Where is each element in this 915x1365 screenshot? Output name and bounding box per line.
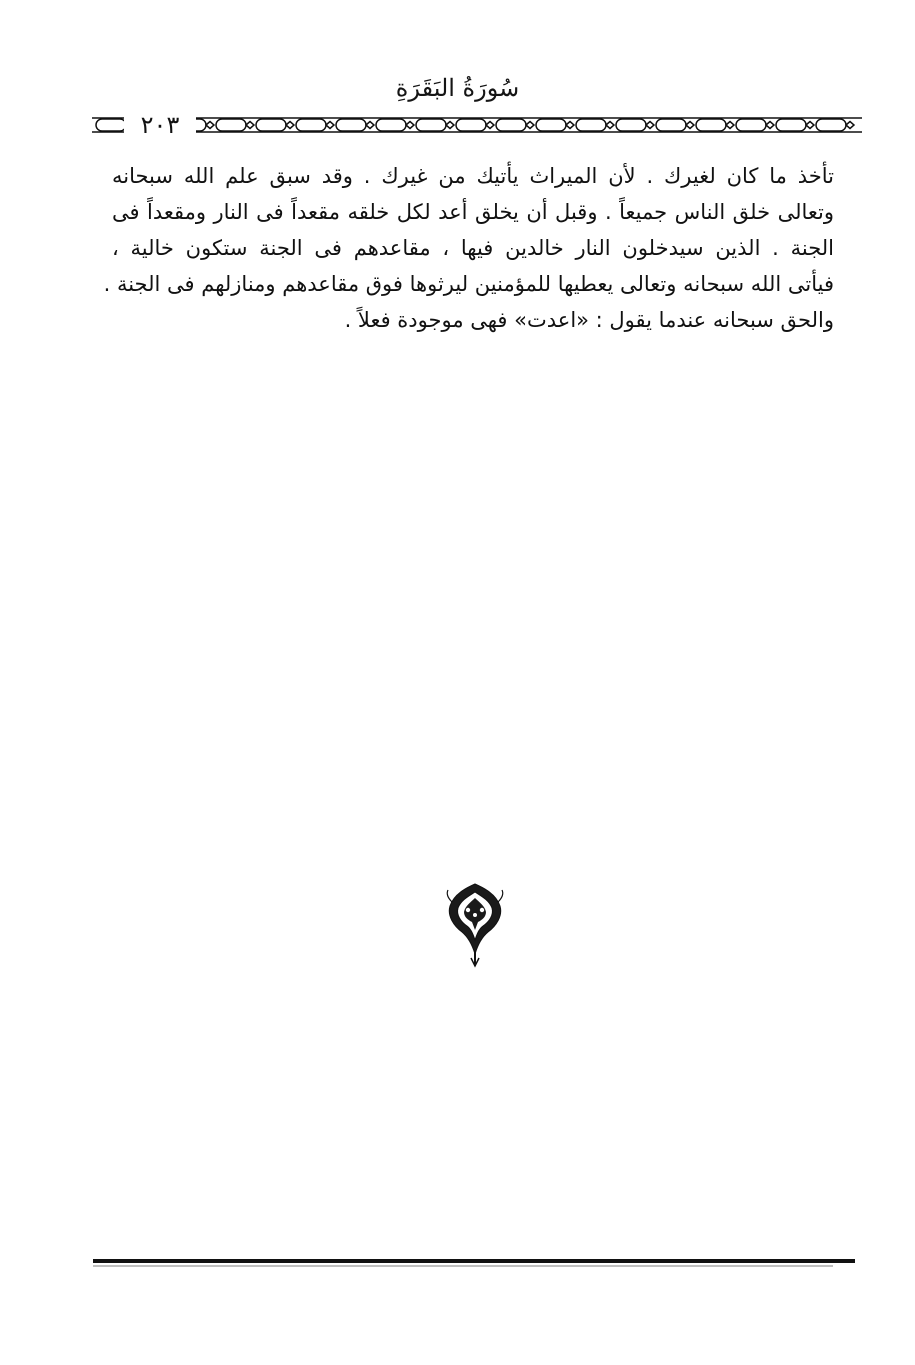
chain-diamond <box>726 122 734 129</box>
chain-diamond <box>406 122 414 129</box>
header-border-band <box>92 112 862 138</box>
chain-link <box>776 119 806 131</box>
chain-diamond <box>486 122 494 129</box>
body-line: والحق سبحانه عندما يقول : «اعدت» فهى موجودة فعلاً . <box>344 308 834 332</box>
body-line: تأخذ ما كان لغيرك . لأن الميراث يأتيك من غيرك . وقد سبق علم الله سبحانه <box>112 164 834 188</box>
chain-diamond <box>366 122 374 129</box>
body-line: الجنة . الذين سيدخلون النار خالدين فيها ، مقاعدهم فى الجنة ستكون خالية ، <box>112 236 834 260</box>
chain-link <box>576 119 606 131</box>
chain-link <box>656 119 686 131</box>
chain-diamond <box>326 122 334 129</box>
surah-title: سُورَةُ البَقَرَةِ <box>395 74 520 102</box>
chain-diamond <box>246 122 254 129</box>
chain-diamond <box>846 122 854 129</box>
chain-diamond <box>566 122 574 129</box>
chain-diamond <box>646 122 654 129</box>
chain-link <box>296 119 326 131</box>
body-line: فيأتى الله سبحانه وتعالى يعطيها للمؤمنين ليرثوها فوق مقاعدهم ومنازلهم فى الجنة . <box>103 272 834 296</box>
chain-link <box>216 119 246 131</box>
chain-diamond <box>606 122 614 129</box>
chain-diamond <box>286 122 294 129</box>
footer-rule <box>93 1256 858 1270</box>
chain-link <box>536 119 566 131</box>
page-number: ٢٠٣ <box>124 108 196 142</box>
chain-diamond <box>526 122 534 129</box>
body-text <box>103 158 834 338</box>
chain-link <box>256 119 286 131</box>
chain-diamond <box>766 122 774 129</box>
chain-link <box>96 119 126 131</box>
chain-link <box>736 119 766 131</box>
body-line: وتعالى خلق الناس جميعاً . وقبل أن يخلق أعد لكل خلقه مقعداً فى النار ومقعداً فى <box>112 200 834 224</box>
chain-link <box>496 119 526 131</box>
chain-link <box>336 119 366 131</box>
chain-link <box>696 119 726 131</box>
chain-diamond <box>686 122 694 129</box>
chain-diamond <box>206 122 214 129</box>
chain-link <box>416 119 446 131</box>
chain-link <box>456 119 486 131</box>
chain-diamond <box>446 122 454 129</box>
chain-link <box>616 119 646 131</box>
chain-link <box>376 119 406 131</box>
chain-link <box>816 119 846 131</box>
chain-diamond <box>806 122 814 129</box>
floral-finial-ornament-icon <box>444 882 506 968</box>
